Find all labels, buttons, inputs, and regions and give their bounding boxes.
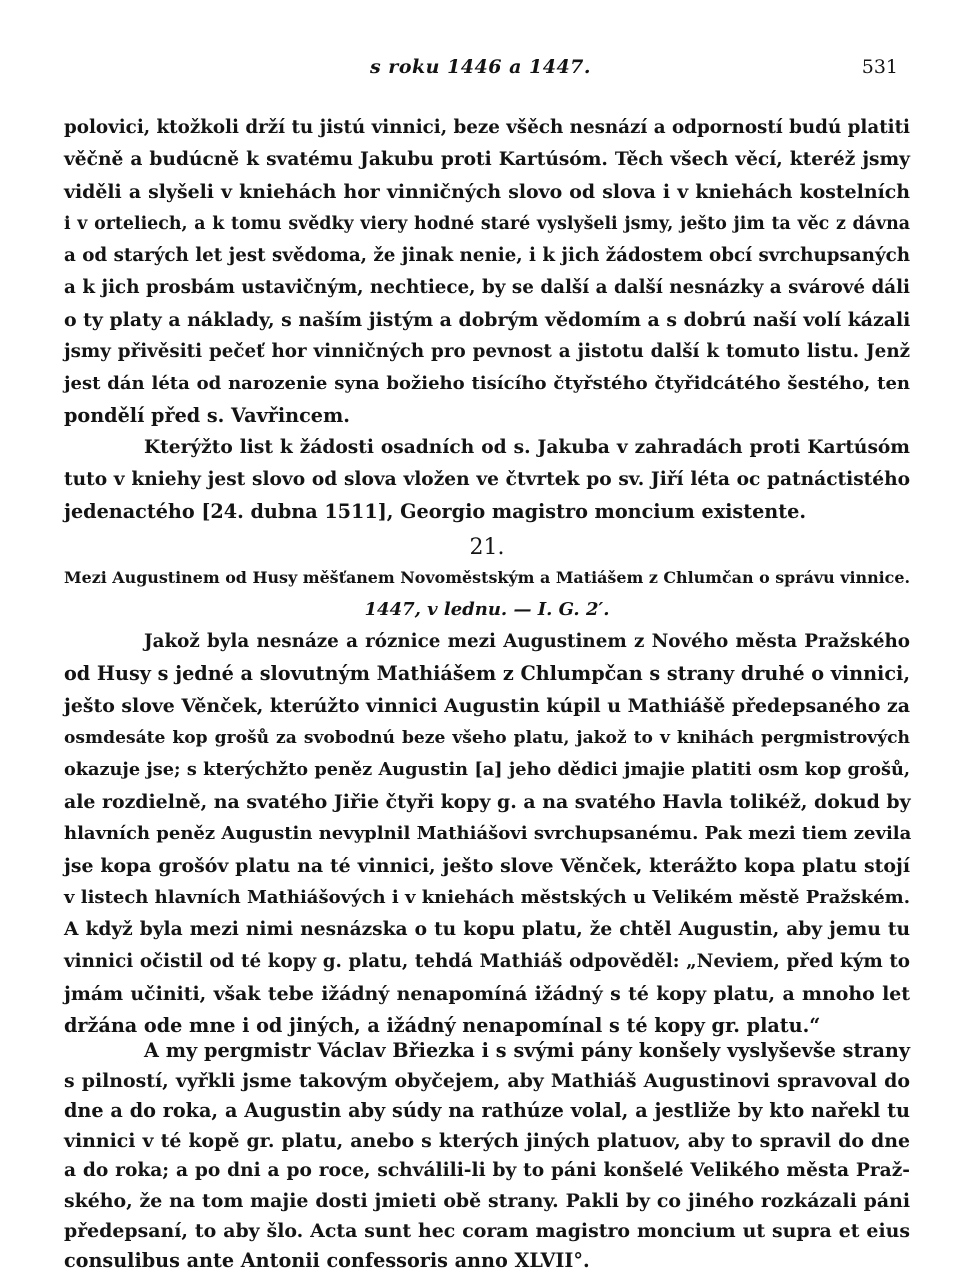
text-line: a do roka; a po dni a po roce, schválili-li by to páni konšelé Velikého města Praž- bbox=[64, 1160, 910, 1181]
text-line: Kterýžto list k žádosti osadních od s. Jakuba v zahradách proti Kartúsóm bbox=[144, 437, 910, 458]
text-line: jedenactého [24. dubna 1511], Georgio magistro moncium existente. bbox=[64, 500, 807, 523]
text-line: viděli a slyšeli v kniehách hor vinničných slovo od slova i v kniehách kostelních bbox=[64, 181, 910, 203]
text-line: vinnici v té kopě gr. platu, anebo s kterých jiných platuov, aby to spravil do dne bbox=[64, 1130, 910, 1152]
text-line: jest dán léta od narozenie syna božieho tisícího čtyřstého čtyřidcátého šestého, ten bbox=[64, 373, 910, 394]
page-header bbox=[0, 56, 960, 92]
text-line: consulibus ante Antonii confessoris anno XLVII°. bbox=[64, 1249, 590, 1272]
text-line: vinnici očistil od té kopy g. platu, tehdá Mathiáš odpověděl: „Neviem, před kým to bbox=[64, 951, 910, 972]
document-summary: Mezi Augustinem od Husy měšťanem Novoměstským a Matiášem z Chlumčan o správu vinnice. bbox=[64, 568, 910, 587]
text-line: hlavních peněz Augustin nevyplnil Mathiášovi svrchupsanému. Pak mezi tiem zevila bbox=[64, 823, 912, 844]
text-line: tuto v kniehy jest slovo od slova vložen ve čtvrtek po sv. Jiří léta oc patnáctistého bbox=[64, 469, 910, 490]
text-line: od Husy s jedné a slovutným Mathiášem z Chlumpčan s strany druhé o vinnici, bbox=[64, 662, 910, 685]
document-number: 21. bbox=[469, 535, 505, 560]
text-line: v listech hlavních Mathiášových i v kniehách městských u Velikém městě Pražském. bbox=[64, 887, 910, 908]
text-line: jse kopa grošóv platu na té vinnici, ješto slove Věnček, kterážto kopa platu stojí bbox=[64, 855, 910, 877]
text-line: polovici, ktožkoli drží tu jistú vinnici, beze všěch nesnází a odporností budú platiti bbox=[64, 117, 910, 138]
text-line: ale rozdielně, na svatého Jiřie čtyři kopy g. a na svatého Havla tolikéž, dokud by bbox=[64, 791, 911, 813]
text-line: jmám učiniti, však tebe ižádný nenapomíná ižádný s té kopy platu, a mnoho let bbox=[64, 983, 910, 1005]
text-line: a k jich prosbám ustavičným, nechtiece, by se další a další nesnázky a svárové dáli bbox=[64, 277, 910, 298]
text-line: dne a do roka, a Augustin aby súdy na rathúze volal, a jestliže by kto nařekl tu bbox=[64, 1099, 910, 1122]
text-line: pondělí před s. Vavřincem. bbox=[64, 404, 350, 427]
text-line: předepsaní, to aby šlo. Acta sunt hec coram magistro moncium ut supra et eius bbox=[64, 1220, 910, 1242]
text-line: i v orteliech, a k tomu svědky viery hodné staré vyslyšeli jsmy, ješto jim ta věc z dávna bbox=[64, 214, 910, 234]
page-number: 531 bbox=[861, 56, 898, 78]
text-line: okazuje jse; s kterýchžto peněz Augustin [a] jeho dědici jmajie platiti osm kop grošů, bbox=[64, 759, 910, 780]
text-line: A když byla mezi nimi nesnázska o tu kopu platu, že chtěl Augustin, aby jemu tu bbox=[64, 919, 910, 940]
running-head: s roku 1446 a 1447. bbox=[370, 56, 592, 78]
text-line: A my pergmistr Václav Břiezka i s svými pány konšely vyslyševše strany bbox=[144, 1039, 910, 1062]
text-line: ského, že na tom majie dosti jmieti obě strany. Pakli by co jiného rozkázali páni bbox=[64, 1190, 910, 1212]
document-dateline: 1447, v lednu. — I. G. 2′. bbox=[364, 599, 610, 620]
text-line: osmdesáte kop grošů za svobodnú beze všeho platu, jakož to v knihách pergmistrových bbox=[64, 728, 910, 748]
text-line: s pilností, vyřkli jsme takovým obyčejem, aby Mathiáš Augustinovi spravoval do bbox=[64, 1070, 910, 1092]
text-line: Jakož byla nesnáze a róznice mezi Augustinem z Nového města Pražského bbox=[144, 631, 910, 652]
text-line: jsmy přivěsiti pečeť hor vinničných pro pevnost a jistotu další k tomuto listu. Jenž bbox=[64, 341, 910, 362]
text-line: o ty platy a náklady, s naším jistým a dobrým vědomím a s dobrú naší volí kázali bbox=[64, 309, 911, 331]
text-line: ješto slove Věnček, kterúžto vinnici Augustin kúpil u Mathiášě předepsaného za bbox=[64, 695, 910, 717]
text-line: držána ode mne i od jiných, a ižádný nenapomínal s té kopy gr. platu.“ bbox=[64, 1014, 821, 1037]
text-line: a od starých let jest svědoma, že jinak nenie, i k jich žádostem obcí svrchupsaných bbox=[64, 245, 910, 266]
text-line: věčně a budúcně k svatému Jakubu proti Kartúsóm. Těch všech věcí, kteréž jsmy bbox=[64, 149, 910, 170]
